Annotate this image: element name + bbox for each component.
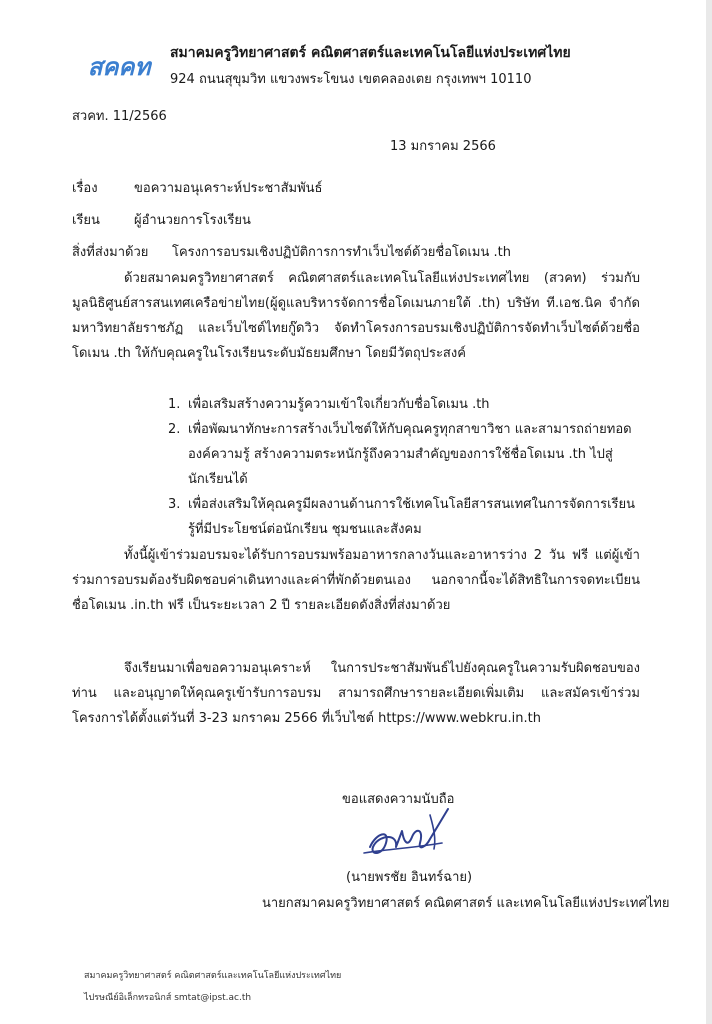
body-paragraph-3 bbox=[72, 656, 640, 731]
salutation-value: ผู้อำนวยการโรงเรียน bbox=[134, 213, 251, 228]
salutation-label: เรียน bbox=[72, 213, 100, 228]
paragraph-2-text: ทั้งนี้ผู้เข้าร่วมอบรมจะได้รับการอบรมพร้อมอาหารกลางวันและอาหารว่าง 2 วัน ฟรี แต่ผู้เข้าร่วมการอบรมต้องรับผิดชอบค่าเดินทางและค่าที่พักด้วยตนเอง นอกจากนี้จะได้สิทธิในการจดทะเบียนชื่อโดเมน .in.th ฟรี เป็นระยะเวลา 2 ปี รายละเอียดดังสิ่งที่ส่งมาด้วย bbox=[72, 548, 640, 613]
enclosure-line bbox=[72, 241, 511, 262]
list-item bbox=[168, 417, 638, 492]
logo-text: สคคท bbox=[87, 53, 151, 81]
body-paragraph-1 bbox=[72, 266, 640, 366]
org-name: สมาคมครูวิทยาศาสตร์ คณิตศาสตร์และเทคโนโลยีแห่งประเทศไทย bbox=[170, 45, 571, 61]
enclosure-label: สิ่งที่ส่งมาด้วย bbox=[72, 245, 149, 260]
objective-number: 3. bbox=[168, 497, 181, 512]
objective-text: เพื่อพัฒนาทักษะการสร้างเว็บไซต์ให้กับคุณครูทุกสาขาวิชา และสามารถถ่ายทอดองค์ความรู้ สร้างความตระหนักรู้ถึงความสำคัญของการใช้ชื่อโดเมน .th ไปสู่นักเรียนได้ bbox=[188, 422, 632, 487]
subject-line bbox=[72, 177, 322, 198]
footer-email: ไปรษณีย์อิเล็กทรอนิกส์ smtat@ipst.ac.th bbox=[84, 993, 252, 1003]
signature-image bbox=[360, 803, 460, 865]
salutation-line bbox=[72, 209, 251, 230]
objective-number: 1. bbox=[168, 397, 181, 412]
list-item bbox=[168, 492, 638, 542]
objective-text: เพื่อเสริมสร้างความรู้ความเข้าใจเกี่ยวกับชื่อโดเมน .th bbox=[188, 397, 490, 412]
list-item bbox=[168, 392, 638, 417]
subject-value: ขอความอนุเคราะห์ประชาสัมพันธ์ bbox=[134, 181, 323, 196]
letter-date: 13 มกราคม 2566 bbox=[390, 139, 496, 154]
signatory-name: (นายพรชัย อินทร์ฉาย) bbox=[346, 870, 473, 885]
footer-org: สมาคมครูวิทยาศาสตร์ คณิตศาสตร์และเทคโนโลยีแห่งประเทศไทย bbox=[84, 971, 342, 981]
subject-label: เรื่อง bbox=[72, 181, 98, 196]
page-edge bbox=[706, 0, 712, 1024]
closing-phrase: ขอแสดงความนับถือ bbox=[342, 792, 455, 807]
body-paragraph-2 bbox=[72, 543, 640, 618]
paragraph-1-text: ด้วยสมาคมครูวิทยาศาสตร์ คณิตศาสตร์และเทคโนโลยีแห่งประเทศไทย (สวคท) ร่วมกับ มูลนิธิศูนย์สารสนเทศเครือข่ายไทย(ผู้ดูแลบริหารจัดการชื่อโดเมนภายใต้ .th) บริษัท ที.เอช.นิค จำกัด มหาวิทยาลัยราชภัฏ และเว็บไซต์ไทยกู๊ดวิว จัดทำโครงการอบรมเชิงปฏิบัติการจัดทำเว็บไซต์ด้วยชื่อโดเมน .th ให้กับคุณครูในโรงเรียนระดับมัธยมศึกษา โดยมีวัตถุประสงค์ bbox=[72, 271, 640, 361]
reference-number: สวคท. 11/2566 bbox=[72, 109, 167, 124]
association-logo bbox=[84, 46, 154, 86]
enclosure-value: โครงการอบรมเชิงปฏิบัติการการทำเว็บไซต์ด้วยชื่อโดเมน .th bbox=[172, 245, 511, 260]
objective-text: เพื่อส่งเสริมให้คุณครูมีผลงานด้านการใช้เทคโนโลยีสารสนเทศในการจัดการเรียนรู้ที่มีประโยชน์ต่อนักเรียน ชุมชนและสังคม bbox=[188, 497, 636, 537]
signatory-title: นายกสมาคมครูวิทยาศาสตร์ คณิตศาสตร์ และเทคโนโลยีแห่งประเทศไทย bbox=[262, 896, 670, 911]
org-address: 924 ถนนสุขุมวิท แขวงพระโขนง เขตคลองเตย กรุงเทพฯ 10110 bbox=[170, 72, 532, 87]
paragraph-3-text: จึงเรียนมาเพื่อขอความอนุเคราะห์ ในการประชาสัมพันธ์ไปยังคุณครูในความรับผิดชอบของท่าน และอนุญาตให้คุณครูเข้ารับการอบรม สามารถศึกษารายละเอียดเพิ่มเติม และสมัครเข้าร่วมโครงการได้ตั้งแต่วันที่ 3-23 มกราคม 2566 ที่เว็บไซต์ https://www.webkru.in.th bbox=[72, 661, 640, 726]
objective-number: 2. bbox=[168, 422, 181, 437]
objectives-list bbox=[168, 392, 638, 542]
